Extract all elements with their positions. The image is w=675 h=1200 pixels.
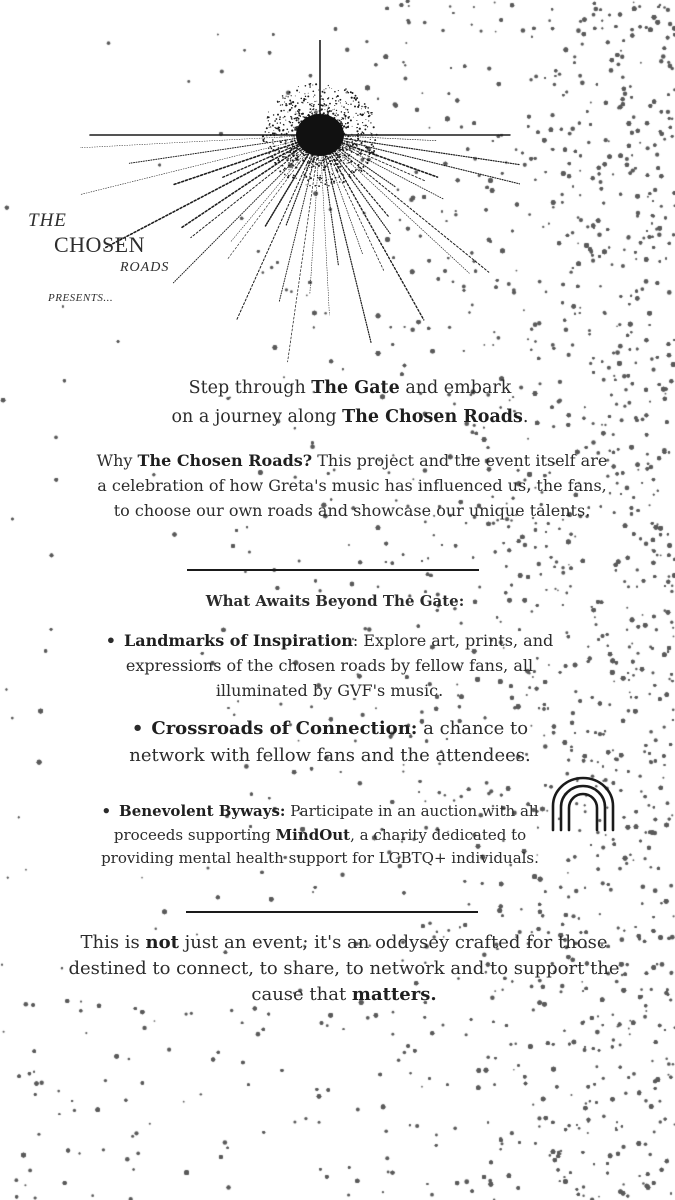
section-heading: What Awaits Beyond The Gate: (205, 592, 465, 610)
closing-text: This is not just an event; it's an oddysey crafted for those destined to connect, to share, to network and to support the cause that matters. (68, 932, 620, 1005)
rainbow-icon (548, 776, 618, 832)
brand-line-chosen: CHOSEN (54, 232, 146, 257)
sunburst-illustration (80, 40, 520, 380)
list-item: • Crossroads of Connection: a chance to network with fellow fans and the attendees. (129, 718, 531, 766)
intro-text: Step through The Gate and embark on a journey along The Chosen Roads. (171, 378, 529, 427)
list-item: • Benevolent Byways: Participate in an auction with all proceeds supporting MindOut, a charity dedicated to providing mental health support for LGBTQ+ individuals. (101, 802, 539, 867)
brand-line-the: THE (28, 210, 67, 231)
divider-top (187, 569, 479, 571)
divider-bottom (186, 911, 478, 913)
list-item: • Landmarks of Inspiration: Explore art, prints, and expressions of the chosen roads by fellow fans, all illuminated by GVF's music. (105, 631, 554, 700)
why-paragraph: Why The Chosen Roads? This project and the event itself are a celebration of how Greta's music has influenced us, the fans, to choose our own roads and showcase our unique talents. (96, 451, 608, 520)
brand-line-roads: ROADS (120, 260, 170, 275)
brand-line-presents: PRESENTS... (48, 292, 114, 304)
